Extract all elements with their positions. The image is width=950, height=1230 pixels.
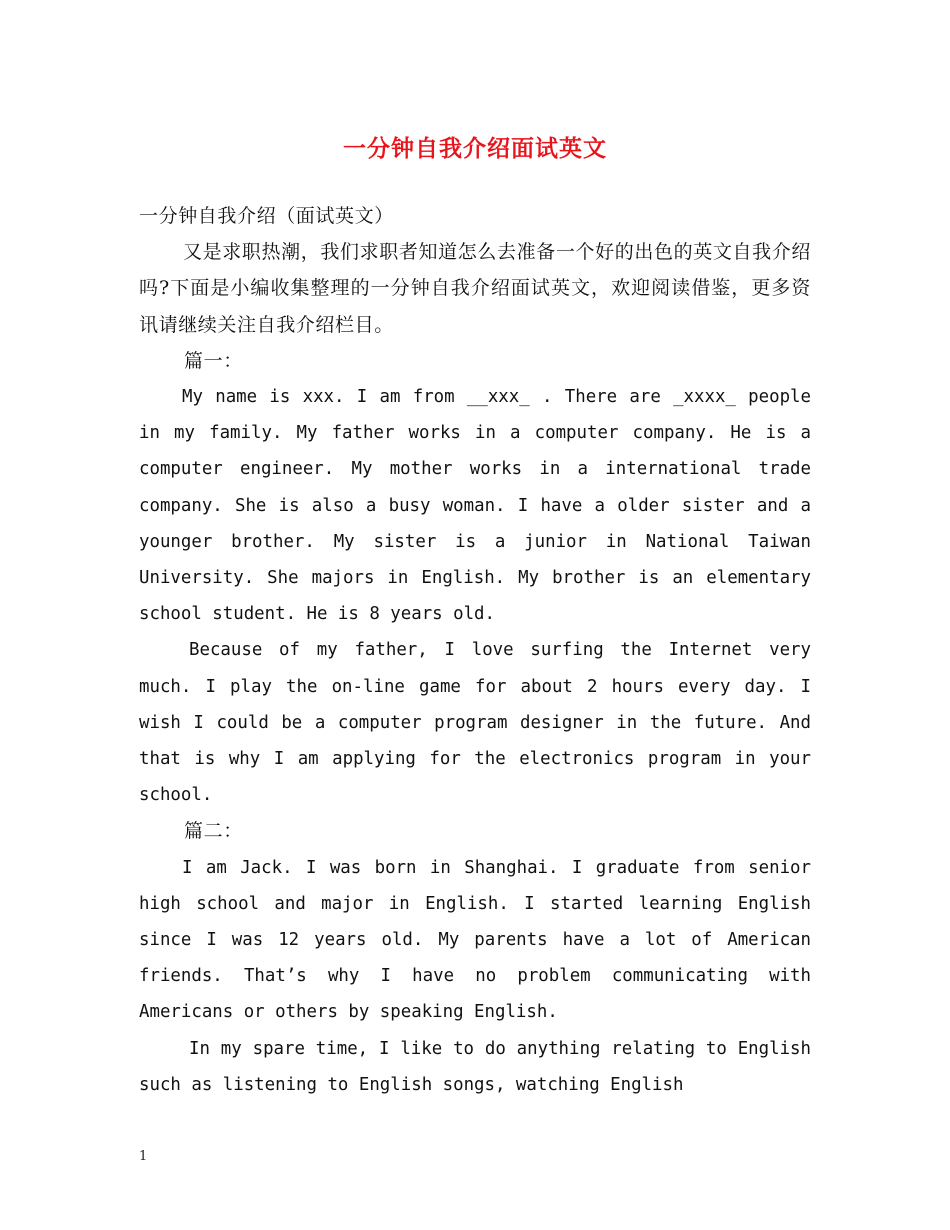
section2-paragraph-1: I am Jack. I was born in Shanghai. I graduate from senior high school and major in English. I started learning English since I was 12 years old. My parents have a lot of American friends. That’s why I have no problem communicating with Americans or others by speaking English. [139, 857, 811, 1023]
document-body [139, 198, 811, 1103]
document-subtitle: 一分钟自我介绍（面试英文） [139, 205, 394, 227]
section1-paragraph-1: My name is xxx. I am from __xxx_ . There are _xxxx_ people in my family. My father works in a computer company. He is a computer engineer. My mother works in a international trade company. She is also a busy woman. I have a older sister and a younger brother. My sister is a junior in National Taiwan University. She majors in English. My brother is an elementary school student. He is 8 years old. [139, 387, 811, 625]
section2-paragraph-2: In my spare time, I like to do anything relating to English such as listening to English songs, watching English [139, 1038, 811, 1095]
section1-paragraph-2: Because of my father, I love surfing the Internet very much. I play the on-line game for about 2 hours every day. I wish I could be a computer program designer in the future. And that is why I am applying for the electronics program in your school. [139, 640, 811, 806]
page-number: 1 [139, 1149, 148, 1164]
section-heading-1: 篇一： [184, 349, 243, 372]
section-heading-2: 篇二： [184, 820, 243, 843]
intro-paragraph: 又是求职热潮，我们求职者知道怎么去准备一个好的出色的英文自我介绍吗?下面是小编收集整理的一分钟自我介绍面试英文，欢迎阅读借鉴，更多资讯请继续关注自我介绍栏目。 [139, 241, 811, 336]
document-title: 一分钟自我介绍面试英文 [343, 135, 607, 162]
